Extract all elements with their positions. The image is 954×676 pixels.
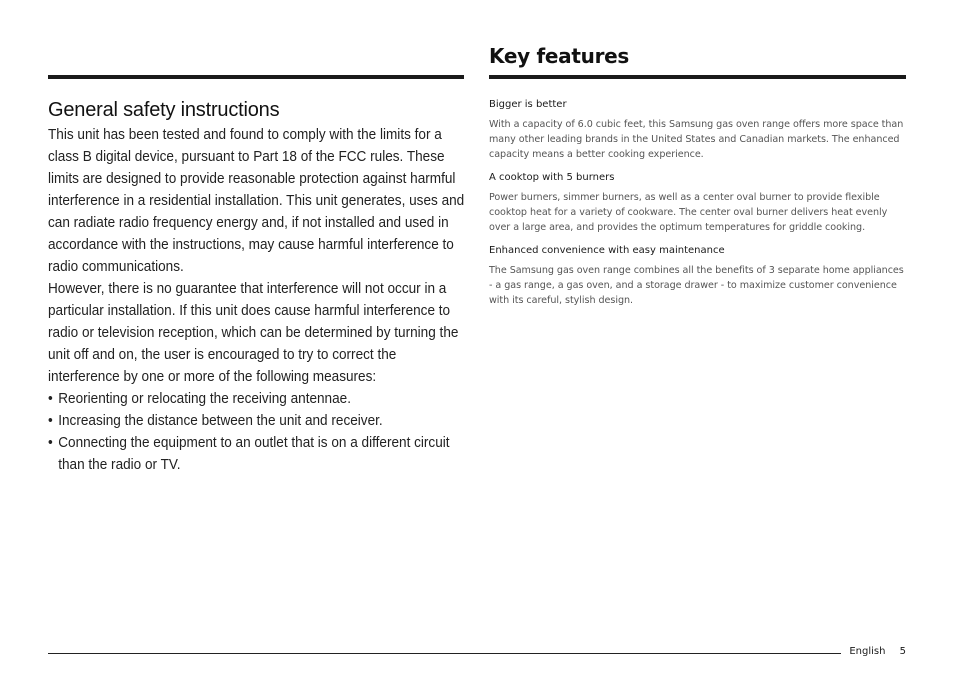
feature-title: Bigger is better — [489, 99, 567, 110]
list-item-text: Connecting the equipment to an outlet that is on a different circuit than the radio or TV. — [58, 435, 450, 473]
safety-paragraph: This unit has been tested and found to comply with the limits for a class B digital device, pursuant to Part 18 of the FCC rules. These limits are designed to provide reasonable protection against harmful interference in a residential installation. This unit generates, uses and can radiate radio frequency energy and, if not installed and used in accordance with the instructions, may cause harmful interference to radio communications. — [48, 127, 465, 275]
safety-paragraph: However, there is no guarantee that interference will not occur in a particular installation. If this unit does cause harmful interference to radio or television reception, which can be determined by turning the unit off and on, the user is encouraged to try to correct the interference by one or more of the following measures: — [48, 281, 459, 385]
right-section-divider — [489, 75, 906, 79]
footer-language: English — [849, 646, 886, 657]
section-heading: General safety instructions — [48, 99, 280, 121]
list-item — [48, 410, 467, 432]
bullet-icon: • — [48, 413, 53, 429]
measures-list — [48, 388, 467, 476]
safety-instructions-section — [48, 96, 466, 476]
key-features-section — [489, 98, 906, 317]
bullet-icon: • — [48, 391, 53, 407]
list-item-text: Reorienting or relocating the receiving antennae. — [58, 391, 351, 407]
feature-title: Enhanced convenience with easy maintenance — [489, 245, 725, 256]
left-section-divider — [48, 75, 464, 79]
safety-body — [48, 124, 467, 476]
page-title: Key features — [489, 44, 630, 68]
page-number: 5 — [899, 646, 906, 657]
feature-description: With a capacity of 6.0 cubic feet, this Samsung gas oven range offers more space than many other leading brands in the United States and Canadian markets. The enhanced capacity means a better cooking experience. — [489, 119, 904, 160]
list-item — [48, 388, 467, 410]
list-item-text: Increasing the distance between the unit and receiver. — [58, 413, 383, 429]
footer-divider — [48, 653, 841, 654]
feature-description: Power burners, simmer burners, as well as a center oval burner to provide flexible cooktop heat for a variety of cookware. The center oval burner delivers heat evenly over a large area, and provides the optimum temperatures for griddle cooking. — [489, 192, 888, 233]
feature-item — [489, 98, 906, 162]
feature-item — [489, 244, 906, 308]
feature-item — [489, 171, 906, 235]
list-item — [48, 432, 467, 476]
feature-title: A cooktop with 5 burners — [489, 172, 615, 183]
bullet-icon: • — [48, 435, 53, 451]
page-footer — [849, 645, 906, 659]
feature-description: The Samsung gas oven range combines all the benefits of 3 separate home appliances - a gas range, a gas oven, and a storage drawer - to maximize customer convenience with its careful, stylish design. — [489, 265, 904, 306]
